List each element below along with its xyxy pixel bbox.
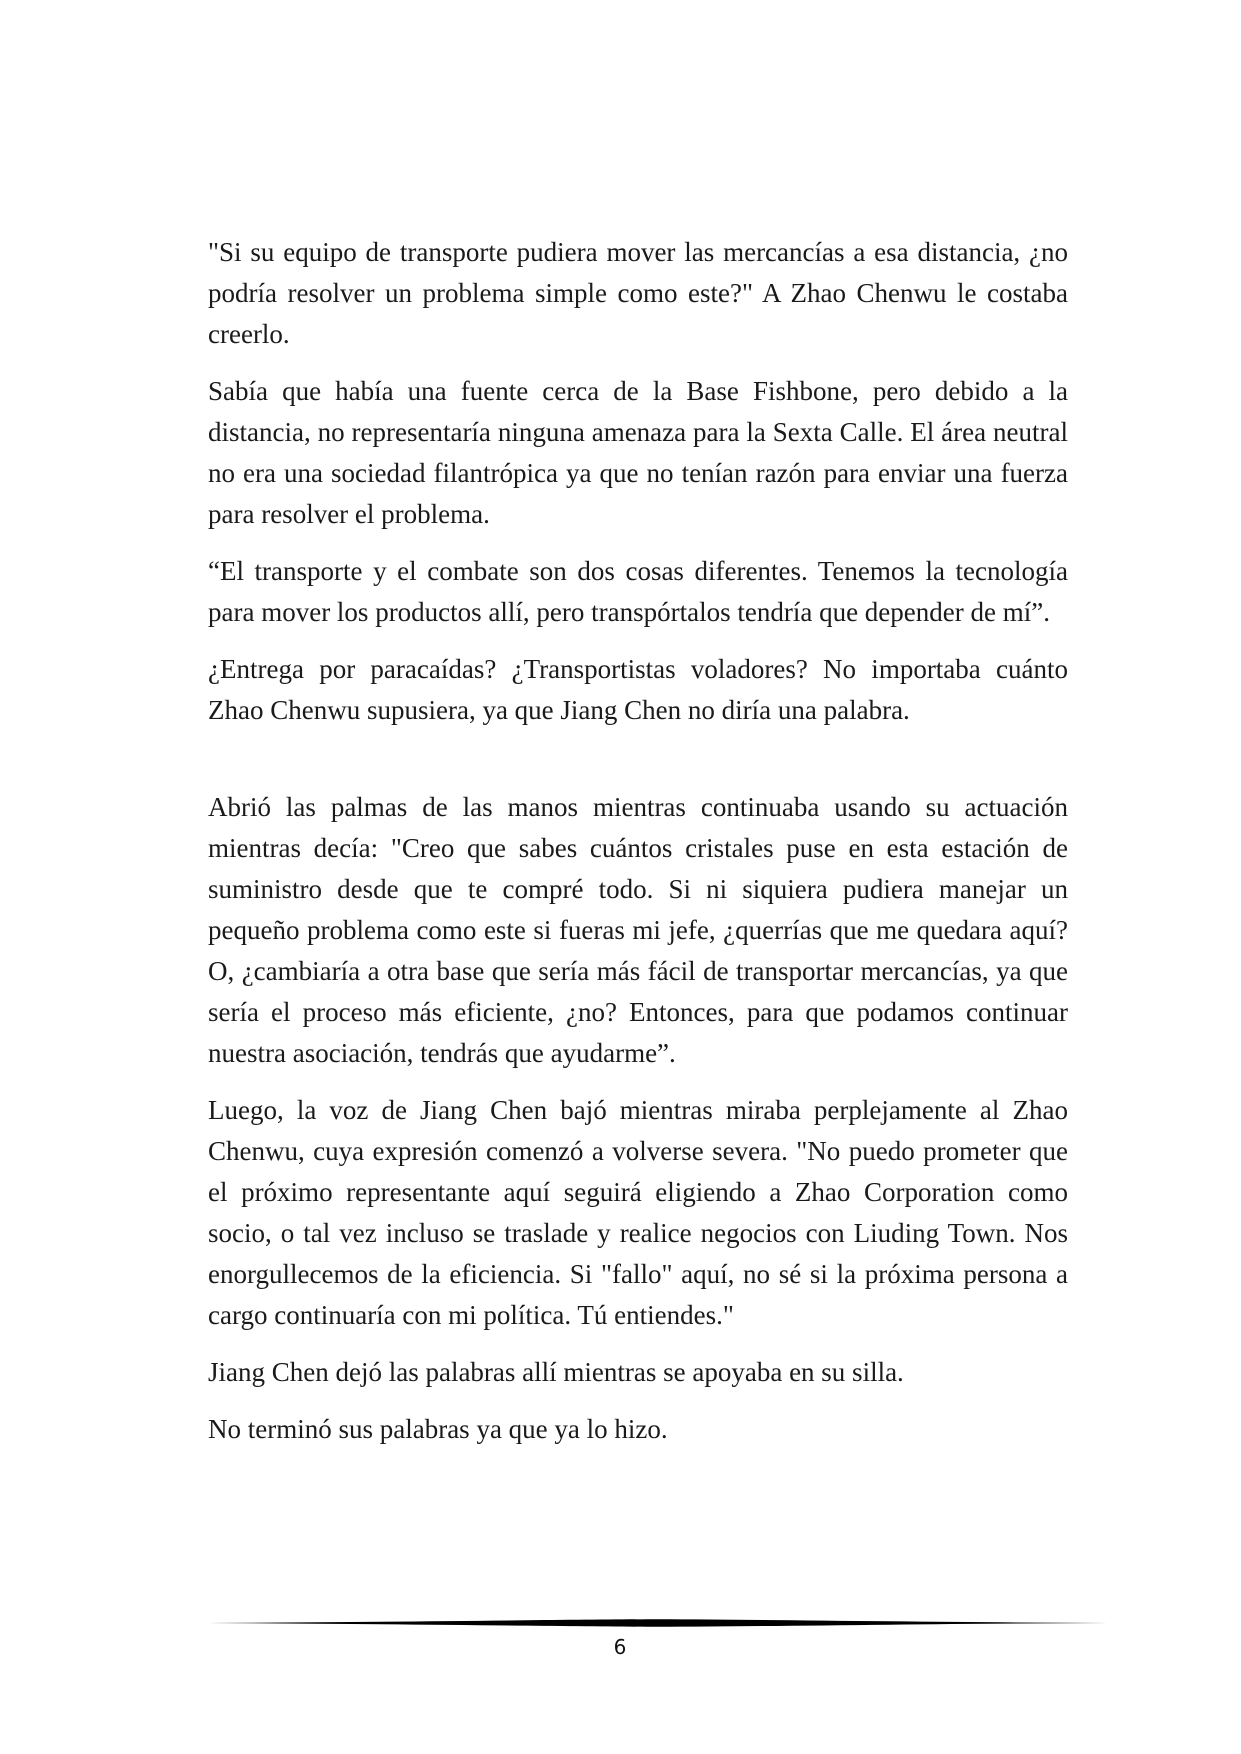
footer-divider xyxy=(208,1618,1108,1628)
paragraph-5: Abrió las palmas de las manos mientras continuaba usando su actuación mientras decía: "Creo que sabes cuántos cristales puse en esta estación de suministro desde que te compré todo. Si ni siquiera pudiera manejar un pequeño problema como este si fueras mi jefe, ¿querrías que me quedara aquí? O, ¿cambiaría a otra base que sería más fácil de transportar mercancías, ya que sería el proceso más eficiente, ¿no? Entonces, para que podamos continuar nuestra asociación, tendrás que ayudarme”. xyxy=(208,792,1068,1068)
footer-divider-stroke xyxy=(208,1619,1108,1627)
paragraph-7: Jiang Chen dejó las palabras allí mientras se apoyaba en su silla. xyxy=(208,1357,904,1387)
paragraph-4: ¿Entrega por paracaídas? ¿Transportistas voladores? No importaba cuánto Zhao Chenwu supusiera, ya que Jiang Chen no diría una palabra. xyxy=(208,654,1068,725)
paragraph-3: “El transporte y el combate son dos cosas diferentes. Tenemos la tecnología para mover los productos allí, pero transpórtalos tendría que depender de mí”. xyxy=(208,556,1068,627)
body-text xyxy=(208,232,1068,1466)
page-number: 6 xyxy=(613,1635,627,1659)
paragraph-2: Sabía que había una fuente cerca de la Base Fishbone, pero debido a la distancia, no representaría ninguna amenaza para la Sexta Calle. El área neutral no era una sociedad filantrópica ya que no tenían razón para enviar una fuerza para resolver el problema. xyxy=(208,376,1068,529)
paragraph-6: Luego, la voz de Jiang Chen bajó mientras miraba perplejamente al Zhao Chenwu, cuya expresión comenzó a volverse severa. "No puedo prometer que el próximo representante aquí seguirá eligiendo a Zhao Corporation como socio, o tal vez incluso se traslade y realice negocios con Liuding Town. Nos enorgullecemos de la eficiencia. Si "fallo" aquí, no sé si la próxima persona a cargo continuaría con mi política. Tú entiendes." xyxy=(208,1095,1068,1330)
paragraph-8: No terminó sus palabras ya que ya lo hizo. xyxy=(208,1414,668,1444)
paragraph-1: "Si su equipo de transporte pudiera mover las mercancías a esa distancia, ¿no podría resolver un problema simple como este?" A Zhao Chenwu le costaba creerlo. xyxy=(208,237,1068,349)
